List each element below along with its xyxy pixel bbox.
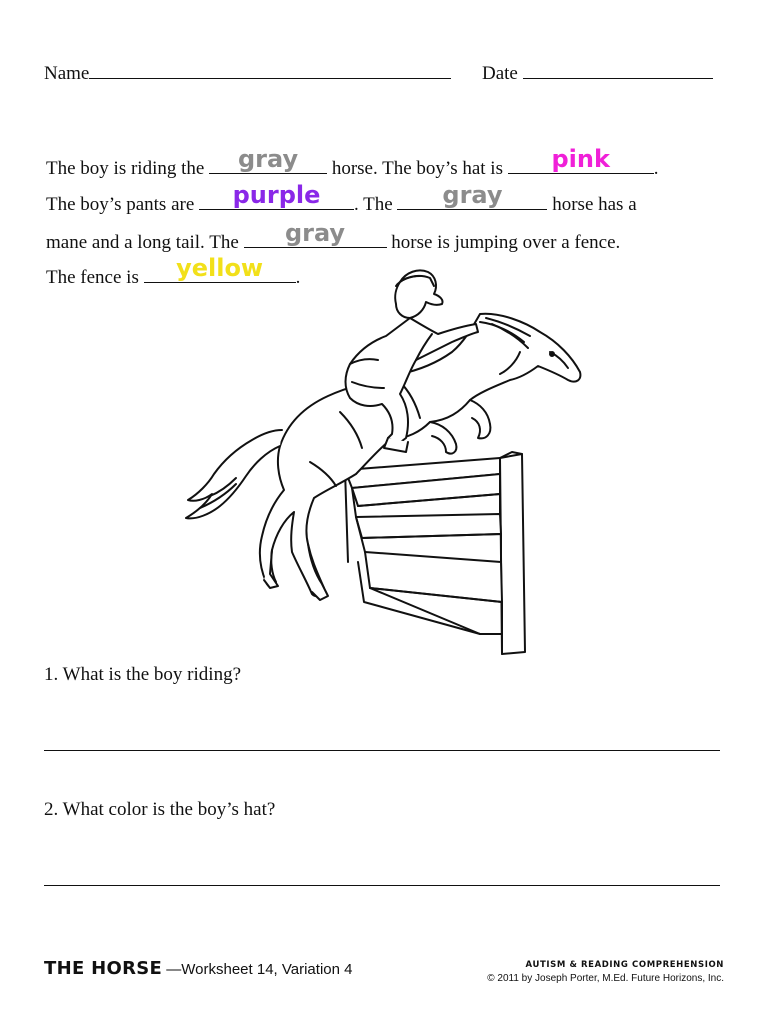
passage-line-1 <box>46 145 659 180</box>
answer-pink: pink <box>551 145 610 173</box>
passage-text: . <box>653 158 659 179</box>
date-field[interactable] <box>523 60 713 79</box>
answer-line-1[interactable] <box>44 750 720 751</box>
passage-text: horse. The boy’s hat is <box>327 158 508 179</box>
footer-subtitle: —Worksheet 14, Variation 4 <box>162 961 353 978</box>
passage-text: The boy’s pants are <box>46 194 200 215</box>
answer-gray: gray <box>238 145 299 173</box>
name-field[interactable] <box>89 60 451 79</box>
blank-jumping-horse-color[interactable] <box>244 219 387 248</box>
passage-line-2 <box>46 181 637 216</box>
passage-text: horse has a <box>547 194 637 215</box>
passage-text: The fence is <box>46 267 144 288</box>
fence <box>345 452 525 654</box>
passage-text: . <box>295 267 301 288</box>
footer-title: THE HORSE <box>44 958 163 979</box>
footer-title-block <box>44 958 352 979</box>
blank-horse-color[interactable] <box>209 145 327 174</box>
horse-jumping-fence-illustration <box>180 262 590 662</box>
blank-mane-horse-color[interactable] <box>397 181 547 210</box>
answer-gray: gray <box>442 181 503 209</box>
passage-line-3 <box>46 219 621 254</box>
blank-pants-color[interactable] <box>199 181 354 210</box>
footer-series: AUTISM & READING COMPREHENSION <box>525 960 724 970</box>
passage-text: The boy is riding the <box>46 158 210 179</box>
blank-hat-color[interactable] <box>508 145 654 174</box>
answer-yellow: yellow <box>176 254 264 282</box>
passage-text: mane and a long tail. The <box>46 232 244 253</box>
question-2: 2. What color is the boy’s hat? <box>44 799 276 820</box>
name-label: Name <box>44 63 90 84</box>
passage-text: . The <box>354 194 398 215</box>
date-label: Date <box>482 63 518 84</box>
answer-purple: purple <box>232 181 321 209</box>
name-row <box>44 60 451 85</box>
answer-gray: gray <box>284 219 346 247</box>
date-row <box>482 60 713 85</box>
answer-line-2[interactable] <box>44 885 720 886</box>
passage-text: horse is jumping over a fence. <box>386 232 621 253</box>
footer-copyright: © 2011 by Joseph Porter, M.Ed. Future Horizons, Inc. <box>487 973 724 984</box>
footer-credits <box>487 960 724 984</box>
question-1: 1. What is the boy riding? <box>44 664 242 685</box>
